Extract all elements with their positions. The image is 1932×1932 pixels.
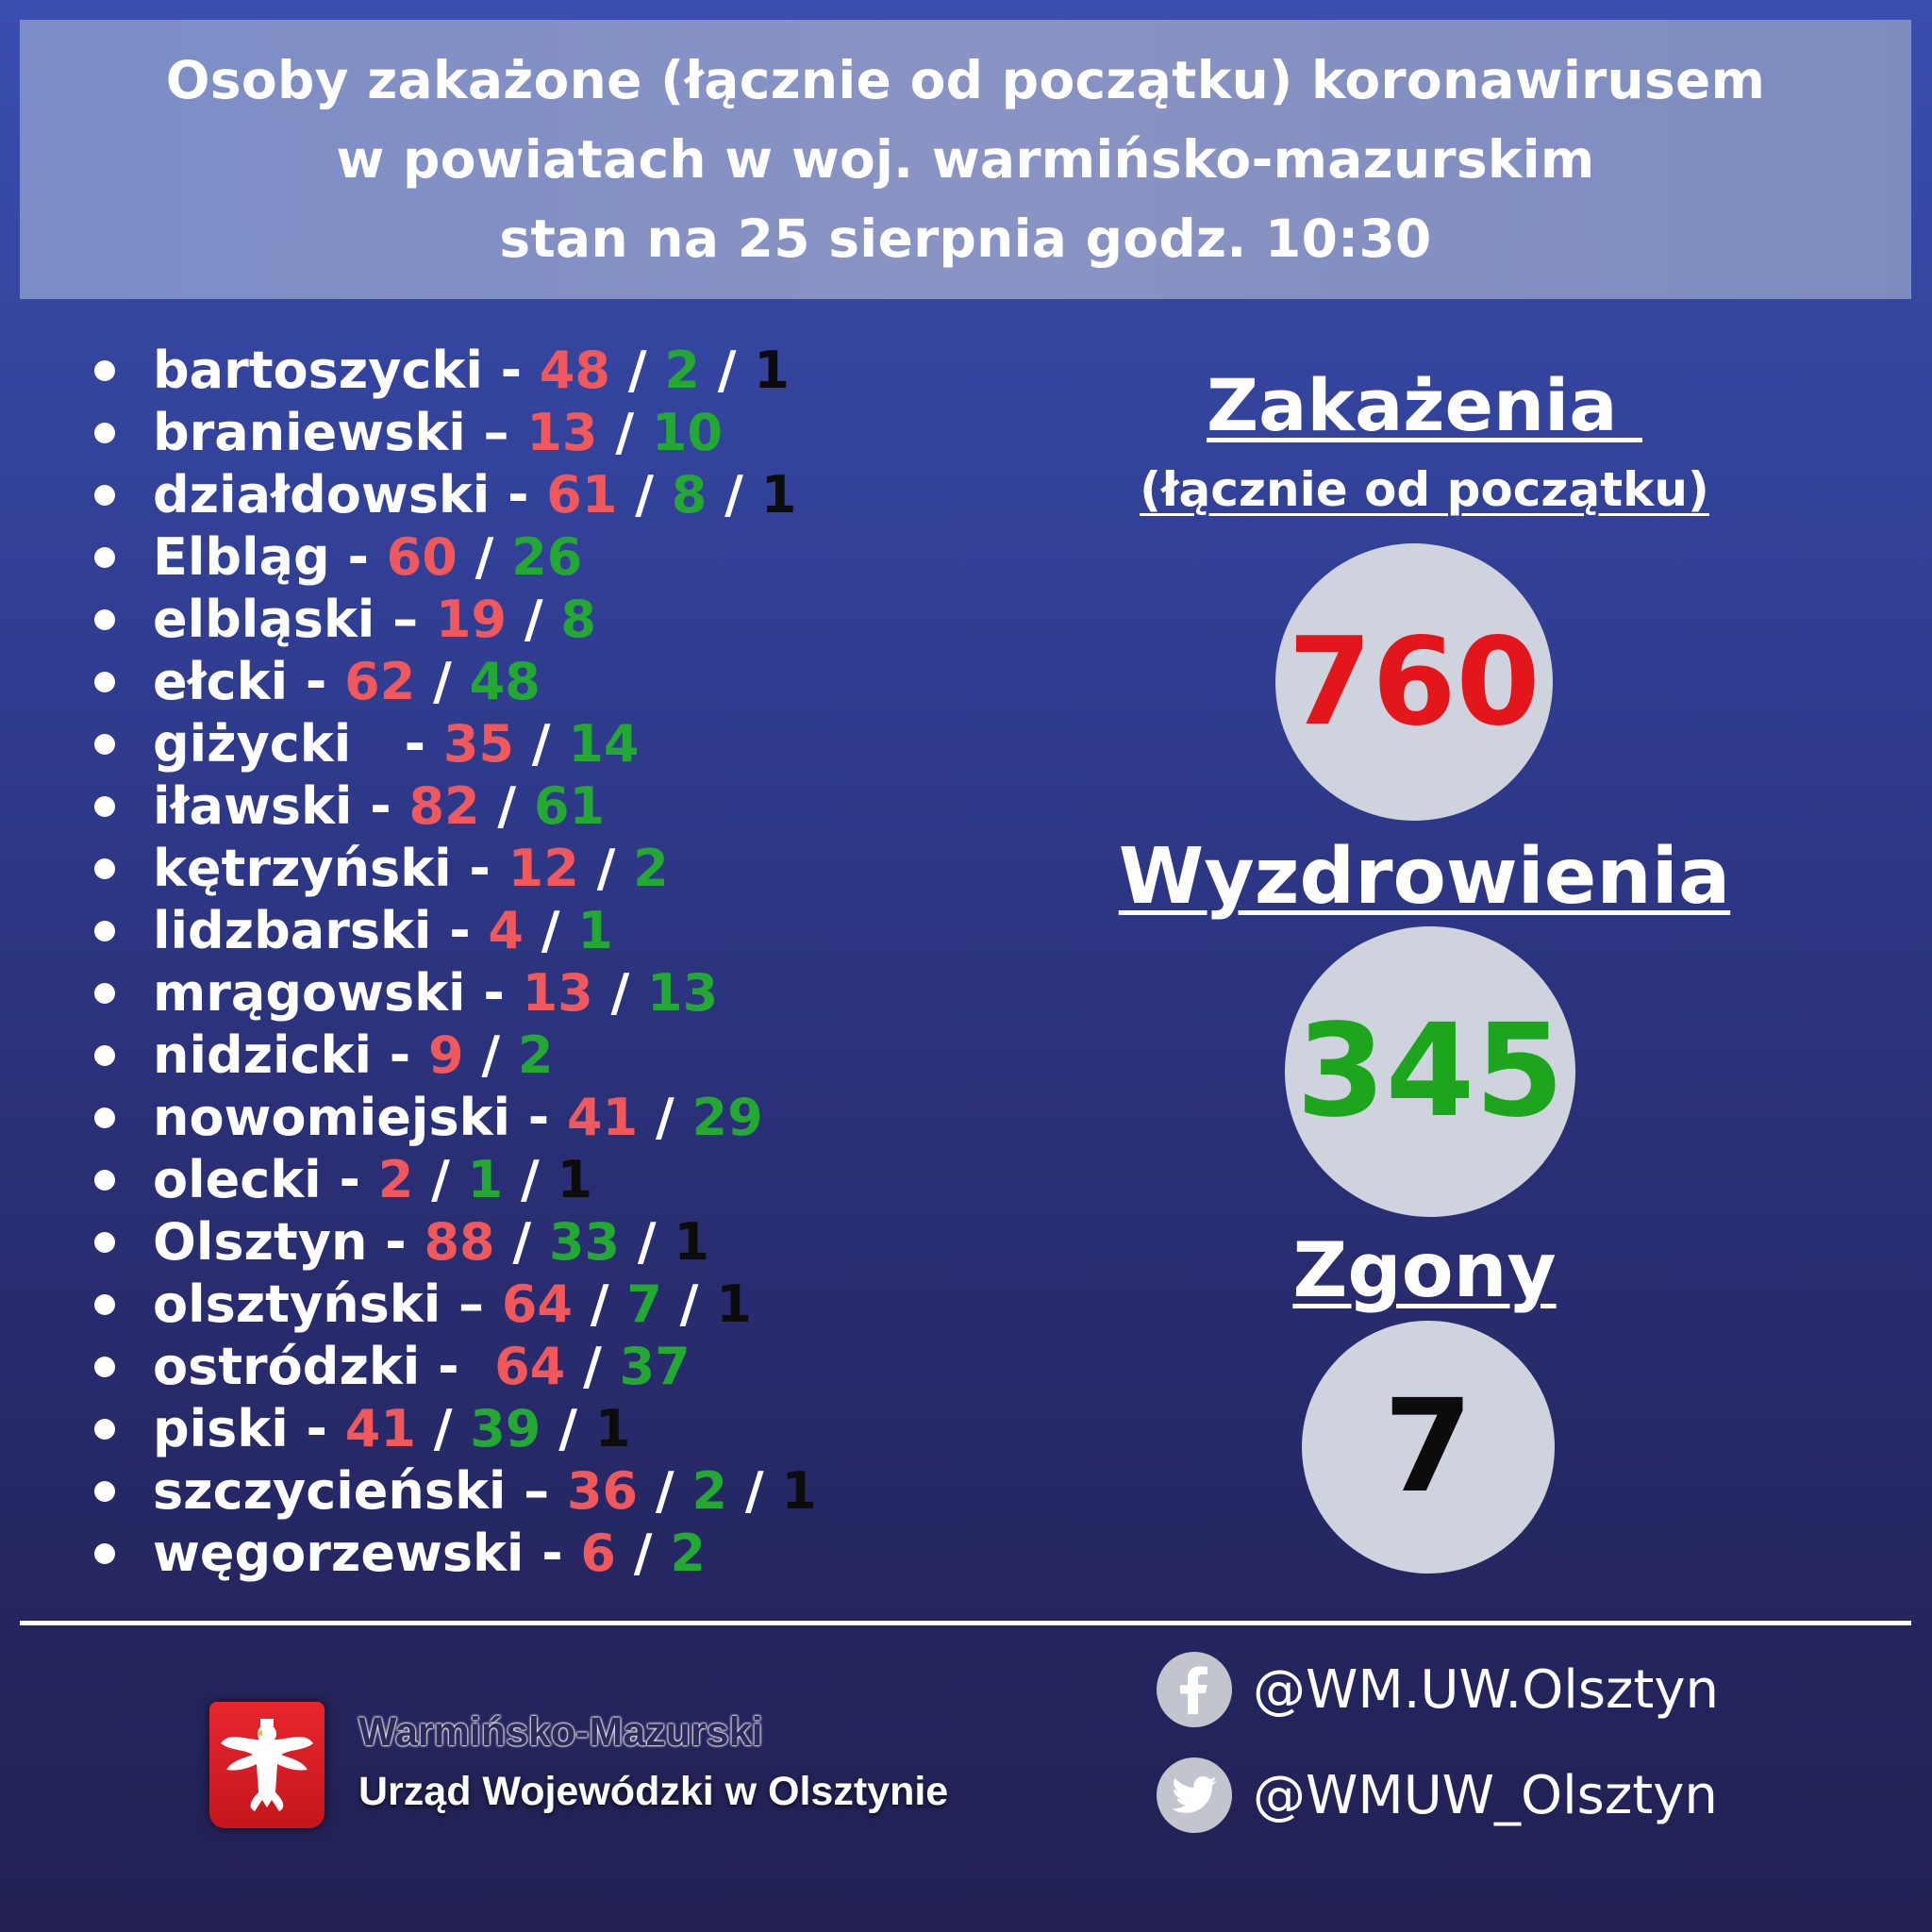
infected-count: 62 (344, 652, 416, 711)
district-name: węgorzewski - (153, 1524, 581, 1583)
district-name: elbląski – (153, 590, 436, 649)
bullet-icon (94, 485, 115, 506)
bullet-icon (94, 360, 115, 381)
district-name: szczycieński – (153, 1461, 567, 1521)
recovered-count: 2 (517, 1025, 554, 1085)
infected-count: 19 (435, 590, 508, 649)
separator: / (541, 1399, 595, 1458)
recovered-count: 14 (568, 714, 640, 774)
totals-panel (1113, 349, 1736, 1575)
infected-count: 6 (580, 1524, 616, 1583)
separator: / (578, 839, 634, 898)
separator: / (699, 341, 755, 400)
district-name: Olsztyn - (153, 1212, 425, 1272)
bullet-icon (94, 1543, 115, 1564)
district-row (94, 962, 817, 1024)
infected-count: 9 (428, 1025, 464, 1085)
district-name: piski - (153, 1399, 345, 1458)
recoveries-total-value: 345 (1296, 997, 1564, 1146)
district-row (94, 1523, 817, 1585)
district-name: ostródzki - (153, 1337, 495, 1396)
district-row (94, 1460, 817, 1523)
infected-count: 13 (526, 403, 598, 462)
district-row (94, 526, 817, 589)
district-row (94, 1398, 817, 1460)
separator: / (565, 1337, 620, 1396)
recovered-count: 2 (691, 1461, 728, 1521)
bullet-icon (94, 734, 115, 755)
bullet-icon (94, 1357, 115, 1377)
bullet-icon (94, 1294, 115, 1315)
org-name-line2: Urząd Wojewódzki w Olsztynie (358, 1769, 949, 1814)
deaths-count: 1 (754, 341, 790, 400)
district-name: mrągowski - (153, 963, 523, 1023)
district-name: braniewski – (153, 403, 527, 462)
separator: / (661, 1274, 717, 1334)
separator: / (479, 776, 534, 836)
district-row (94, 1274, 817, 1336)
facebook-handle[interactable]: @WM.UW.Olsztyn (1253, 1658, 1720, 1721)
district-row (94, 1024, 817, 1087)
separator: / (415, 1399, 471, 1458)
district-row (94, 1336, 817, 1398)
district-row (94, 838, 817, 900)
district-name: bartoszycki - (153, 341, 540, 400)
infected-count: 48 (539, 341, 611, 400)
bullet-icon (94, 609, 115, 630)
separator: / (592, 963, 648, 1023)
header-banner (20, 20, 1911, 299)
infected-count: 13 (522, 963, 593, 1023)
infected-count: 41 (344, 1399, 416, 1458)
district-row (94, 589, 817, 651)
infections-total-badge (1275, 543, 1553, 821)
separator: / (707, 465, 761, 525)
district-row (94, 775, 817, 838)
separator: / (616, 1524, 671, 1583)
district-row (94, 1211, 817, 1274)
recovered-count: 8 (671, 465, 708, 525)
district-name: nidzicki - (153, 1025, 428, 1085)
bullet-icon (94, 983, 115, 1004)
separator: / (463, 1025, 518, 1085)
separator: / (597, 403, 652, 462)
deaths-count: 1 (594, 1399, 631, 1458)
infections-subtitle: (łącznie od początku) (1140, 462, 1709, 517)
recovered-count: 1 (577, 901, 613, 960)
separator: / (494, 1212, 549, 1272)
bullet-icon (94, 1108, 115, 1128)
infected-count: 4 (488, 901, 524, 960)
separator: / (413, 1150, 468, 1209)
deaths-count: 1 (716, 1274, 752, 1334)
recovered-count: 2 (670, 1524, 706, 1583)
separator: / (572, 1274, 627, 1334)
recovered-count: 7 (626, 1274, 662, 1334)
header-title-line1: Osoby zakażone (łącznie od początku) koronawirusem (165, 50, 1766, 110)
district-row (94, 464, 817, 526)
district-name: lidzbarski - (153, 901, 489, 960)
recovered-count: 13 (647, 963, 719, 1023)
separator: / (617, 465, 672, 525)
separator: / (503, 1150, 558, 1209)
deaths-total-value: 7 (1383, 1373, 1474, 1522)
district-name: ełcki - (153, 652, 345, 711)
recovered-count: 39 (470, 1399, 541, 1458)
recovered-count: 48 (469, 652, 541, 711)
infected-count: 41 (567, 1088, 639, 1147)
district-row (94, 1149, 817, 1211)
infected-count: 64 (501, 1274, 573, 1334)
bullet-icon (94, 796, 115, 817)
separator: / (638, 1461, 692, 1521)
header-title-line2: w powiatach w woj. warmińsko-mazurskim (336, 129, 1595, 190)
infected-count: 64 (494, 1337, 566, 1396)
recovered-count: 37 (619, 1337, 691, 1396)
header-title-line3: stan na 25 sierpnia godz. 10:30 (499, 208, 1432, 269)
recovered-count: 8 (560, 590, 596, 649)
district-row (94, 900, 817, 962)
district-name: kętrzyński - (153, 839, 508, 898)
infections-title: Zakażenia (1207, 363, 1642, 447)
bullet-icon (94, 1232, 115, 1253)
infected-count: 61 (546, 465, 618, 525)
deaths-count: 1 (760, 465, 797, 525)
twitter-icon (1157, 1757, 1232, 1833)
facebook-icon (1157, 1652, 1232, 1727)
district-row (94, 1087, 817, 1149)
bullet-icon (94, 1481, 115, 1502)
recoveries-total-badge (1285, 926, 1575, 1217)
recovered-count: 1 (467, 1150, 504, 1209)
recovered-count: 2 (664, 341, 700, 400)
district-row (94, 651, 817, 713)
twitter-link[interactable] (1157, 1757, 1718, 1833)
recovered-count: 26 (511, 527, 583, 587)
infected-count: 82 (408, 776, 480, 836)
bullet-icon (94, 858, 115, 879)
recovered-count: 33 (548, 1212, 621, 1272)
separator: / (507, 590, 561, 649)
district-name: Elbląg - (153, 527, 387, 587)
recovered-count: 2 (633, 839, 669, 898)
district-row (94, 402, 817, 464)
bullet-icon (94, 423, 115, 443)
footer-divider (20, 1621, 1911, 1625)
separator: / (610, 341, 665, 400)
separator: / (638, 1088, 692, 1147)
bullet-icon (94, 1419, 115, 1440)
separator: / (727, 1461, 782, 1521)
separator: / (415, 652, 470, 711)
separator: / (620, 1212, 675, 1272)
district-name: giżycki - (153, 714, 443, 774)
deaths-total-badge (1302, 1321, 1555, 1574)
deaths-title: Zgony (1292, 1226, 1557, 1314)
bullet-icon (94, 547, 115, 568)
infected-count: 2 (377, 1150, 414, 1209)
facebook-link[interactable] (1157, 1652, 1719, 1727)
recovered-count: 10 (651, 403, 723, 462)
infections-total-value: 760 (1288, 611, 1541, 753)
polish-eagle-emblem-icon (209, 1702, 325, 1828)
deaths-count: 1 (674, 1212, 710, 1272)
infected-count: 35 (442, 714, 514, 774)
infected-count: 60 (386, 527, 458, 587)
separator: / (514, 714, 569, 774)
org-name-line1: Warmińsko-Mazurski (358, 1709, 763, 1755)
recoveries-title: Wyzdrowienia (1118, 832, 1731, 922)
deaths-count: 1 (557, 1150, 593, 1209)
district-name: olsztyński – (153, 1274, 502, 1334)
bullet-icon (94, 1170, 115, 1191)
infected-count: 12 (508, 839, 579, 898)
district-row (94, 713, 817, 775)
bullet-icon (94, 921, 115, 941)
district-row (94, 340, 817, 402)
recovered-count: 61 (533, 776, 606, 836)
separator: / (457, 527, 512, 587)
district-name: działdowski - (153, 465, 547, 525)
deaths-count: 1 (781, 1461, 817, 1521)
district-name: olecki - (153, 1150, 378, 1209)
district-list (94, 340, 817, 1585)
twitter-handle[interactable]: @WMUW_Olsztyn (1253, 1764, 1718, 1826)
separator: / (523, 901, 578, 960)
infected-count: 36 (566, 1461, 639, 1521)
bullet-icon (94, 672, 115, 692)
recovered-count: 29 (691, 1088, 763, 1147)
bullet-icon (94, 1045, 115, 1066)
district-name: nowomiejski - (153, 1088, 568, 1147)
district-name: iławski - (153, 776, 409, 836)
infected-count: 88 (424, 1212, 495, 1272)
